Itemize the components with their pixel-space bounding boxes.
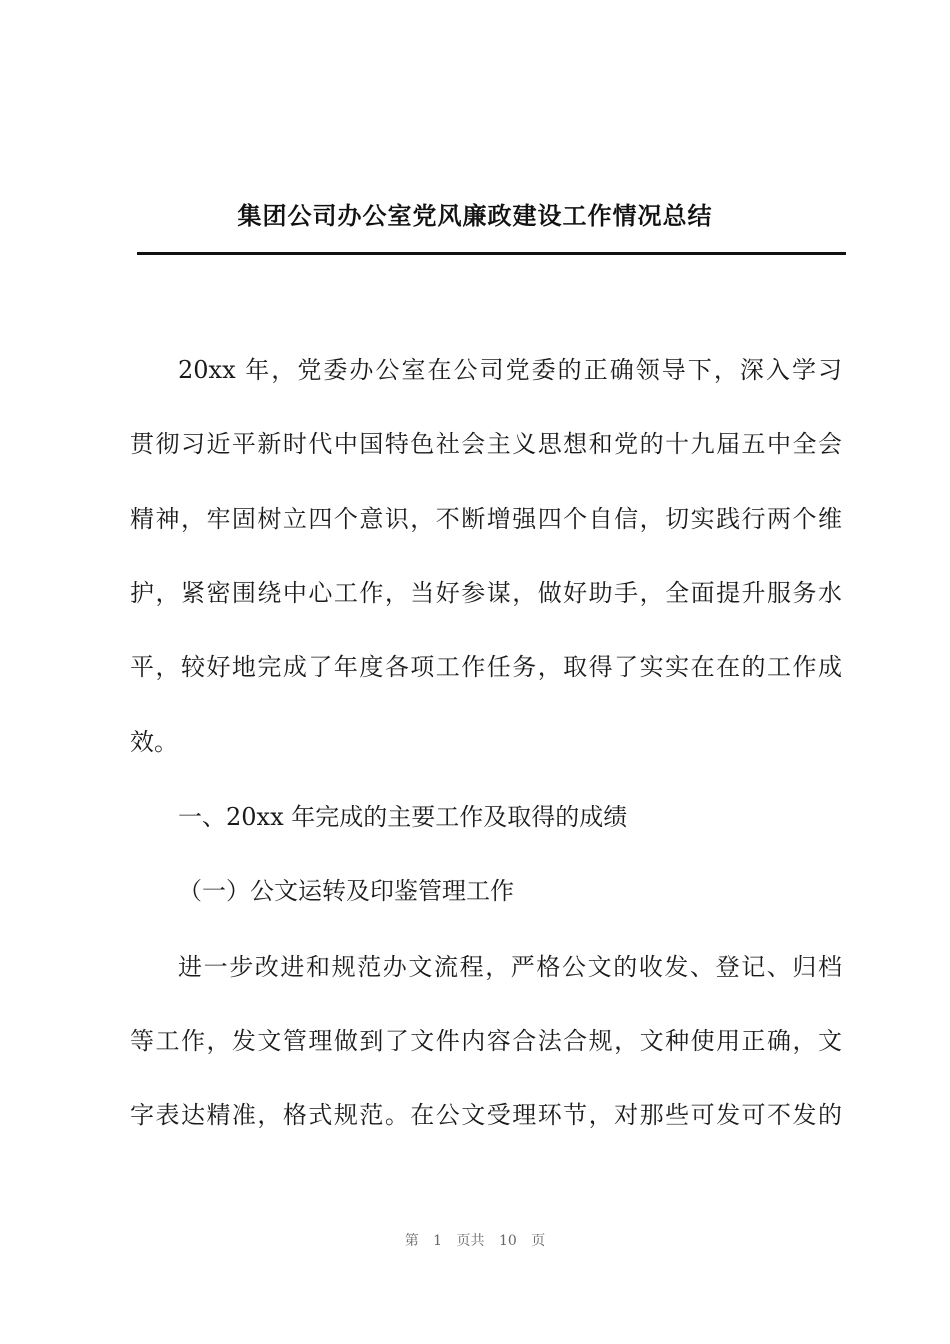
title-underline [137,252,846,255]
paragraph-line: 等工作，发文管理做到了文件内容合法合规，文种使用正确，文 [130,1027,842,1055]
section-heading: 一、20xx 年完成的主要工作及取得的成绩 [178,803,628,831]
paragraph-line: 进一步改进和规范办文流程，严格公文的收发、登记、归档 [178,953,842,981]
paragraph-line: 贯彻习近平新时代中国特色社会主义思想和党的十九届五中全会 [130,430,842,458]
document-title: 集团公司办公室党风廉政建设工作情况总结 [237,202,713,230]
paragraph-line: 20xx 年，党委办公室在公司党委的正确领导下，深入学习 [178,356,842,384]
page-footer: 第 1 页共 10 页 [404,1233,546,1249]
paragraph-line: 效。 [130,728,178,756]
subsection-heading: （一）公文运转及印鉴管理工作 [178,877,514,905]
paragraph-line: 护，紧密围绕中心工作，当好参谋，做好助手，全面提升服务水 [130,579,842,607]
paragraph-line: 平，较好地完成了年度各项工作任务，取得了实实在在的工作成 [130,653,842,681]
paragraph-line: 字表达精准，格式规范。在公文受理环节，对那些可发可不发的 [130,1101,842,1129]
paragraph-line: 精神，牢固树立四个意识，不断增强四个自信，切实践行两个维 [130,505,842,533]
